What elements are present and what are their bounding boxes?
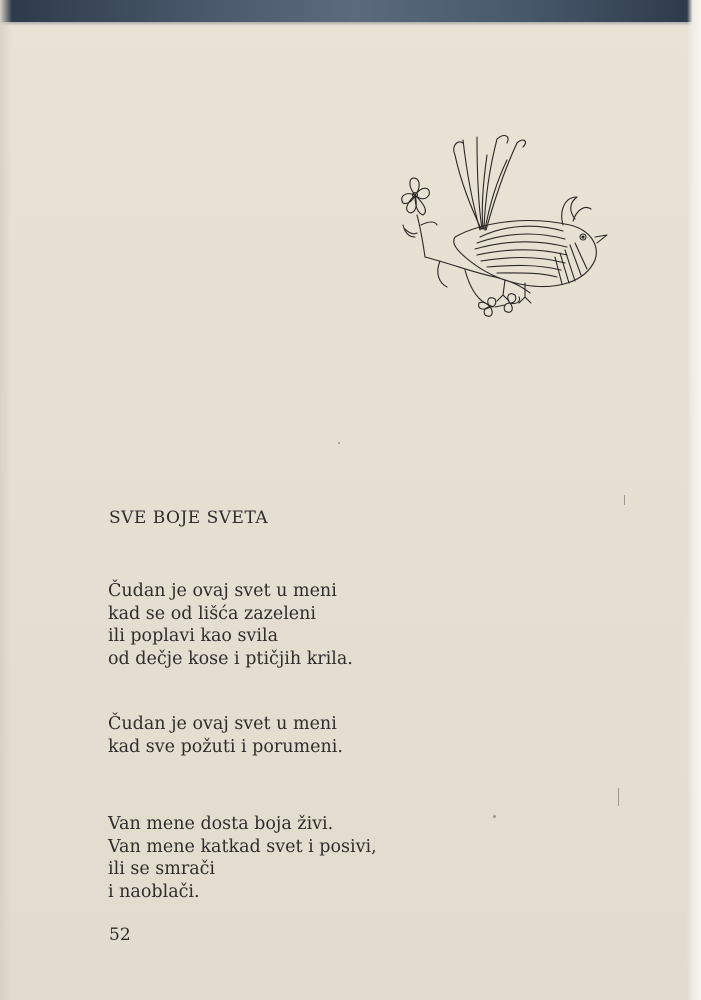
poem-title: SVE BOJE SVETA [109, 508, 269, 528]
poem-stanza-3 [108, 813, 377, 903]
page-right-edge [687, 0, 701, 1000]
poem-line: kad se od lišća zazeleni [108, 603, 317, 624]
poem-line: Van mene katkad svet i posivi, [108, 836, 377, 857]
poem-stanza-1 [108, 580, 353, 670]
paper-speck [618, 788, 619, 806]
poem-line: od dečje kose i ptičjih krila. [108, 648, 353, 669]
poem-line: Čudan je ovaj svet u meni [108, 714, 337, 734]
poem-line: Van mene dosta boja živi. [108, 814, 334, 834]
page-top-edge [0, 0, 701, 22]
paper-speck [338, 442, 340, 444]
page-number: 52 [109, 925, 131, 945]
paper-speck [493, 815, 496, 818]
page-left-edge [0, 0, 12, 1000]
poem-line: ili se smrači [108, 859, 216, 879]
poem-line: kad sve požuti i porumeni. [108, 736, 343, 757]
bird-with-flowers-icon [385, 125, 615, 325]
poem-line: Čudan je ovaj svet u meni [108, 581, 337, 601]
poem-stanza-2 [108, 713, 343, 758]
paper-speck [624, 495, 625, 505]
poem-line: ili poplavi kao svila [108, 626, 279, 646]
poem-line: i naoblači. [108, 881, 200, 902]
